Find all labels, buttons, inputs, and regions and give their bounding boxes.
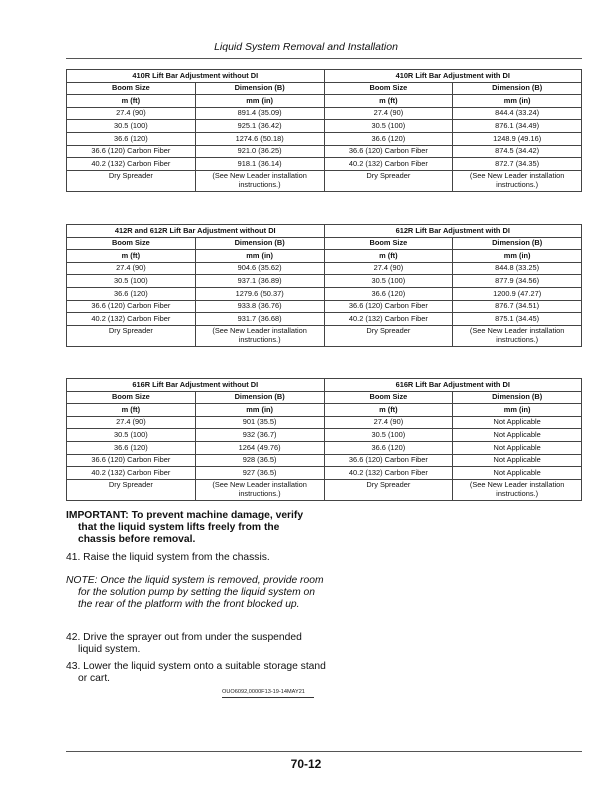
- table-cell: 36.6 (120): [324, 132, 453, 145]
- step-42: 42. Drive the sprayer out from under the suspended liquid system.: [66, 632, 302, 655]
- unit-boom: m (ft): [67, 95, 196, 108]
- table-cell: 891.4 (35.09): [195, 107, 324, 120]
- table-row: [67, 441, 582, 454]
- page-number: 70-12: [290, 757, 322, 771]
- table-row: [67, 467, 582, 480]
- unit-dimension: mm (in): [453, 404, 582, 417]
- table-cell: Not Applicable: [453, 416, 582, 429]
- table-cell: 36.6 (120) Carbon Fiber: [324, 145, 453, 158]
- table-cell: 40.2 (132) Carbon Fiber: [324, 467, 453, 480]
- table-cell: 40.2 (132) Carbon Fiber: [67, 158, 196, 171]
- table-cell: (See New Leader installation instructions.): [453, 479, 582, 500]
- table-cell: 921.0 (36.25): [195, 145, 324, 158]
- important-line: that the liquid system lifts freely from the: [78, 522, 280, 533]
- table-cell: 1274.6 (50.18): [195, 132, 324, 145]
- table-row: [67, 132, 582, 145]
- table-cell: 925.1 (36.42): [195, 120, 324, 133]
- table-cell: 30.5 (100): [67, 120, 196, 133]
- unit-dimension: mm (in): [453, 250, 582, 263]
- unit-dimension: mm (in): [195, 250, 324, 263]
- lift-bar-table-410r: [66, 69, 582, 192]
- table-cell: 927 (36.5): [195, 467, 324, 480]
- table-cell: 872.7 (34.35): [453, 158, 582, 171]
- table-cell: 36.6 (120): [67, 287, 196, 300]
- table-cell: Dry Spreader: [67, 325, 196, 346]
- table-cell: 30.5 (100): [67, 429, 196, 442]
- unit-boom: m (ft): [324, 404, 453, 417]
- unit-dimension: mm (in): [453, 95, 582, 108]
- table-cell: 931.7 (36.68): [195, 313, 324, 326]
- lift-bar-table-616r: [66, 378, 582, 501]
- column-header-boom-size: Boom Size: [67, 237, 196, 250]
- unit-boom: m (ft): [324, 95, 453, 108]
- table-cell: 30.5 (100): [324, 275, 453, 288]
- column-header-boom-size: Boom Size: [67, 82, 196, 95]
- table-cell: 877.9 (34.56): [453, 275, 582, 288]
- table-cell: Not Applicable: [453, 441, 582, 454]
- table-title-row: [67, 379, 582, 392]
- table-cell: 875.1 (34.45): [453, 313, 582, 326]
- unit-boom: m (ft): [67, 250, 196, 263]
- table-title-left: 616R Lift Bar Adjustment without DI: [67, 379, 325, 392]
- table-cell: 844.8 (33.25): [453, 262, 582, 275]
- table-cell: Dry Spreader: [324, 325, 453, 346]
- table-cell: 30.5 (100): [67, 275, 196, 288]
- table-cell: 933.8 (36.76): [195, 300, 324, 313]
- column-header-boom-size: Boom Size: [324, 82, 453, 95]
- column-header-dimension: Dimension (B): [453, 391, 582, 404]
- table-cell: 36.6 (120) Carbon Fiber: [67, 454, 196, 467]
- table-row: [67, 107, 582, 120]
- table-title-left: 410R Lift Bar Adjustment without DI: [67, 70, 325, 83]
- table-cell: (See New Leader installation instructions.): [195, 479, 324, 500]
- table-cell: 876.7 (34.51): [453, 300, 582, 313]
- table-cell: 30.5 (100): [324, 120, 453, 133]
- footer-divider: [66, 751, 582, 752]
- table-title-right: 616R Lift Bar Adjustment with DI: [324, 379, 582, 392]
- table-cell: (See New Leader installation instructions.): [195, 325, 324, 346]
- step-43: 43. Lower the liquid system onto a suitable storage stand or cart.: [66, 661, 326, 684]
- table-cell: 27.4 (90): [67, 262, 196, 275]
- table-units-row: [67, 250, 582, 263]
- unit-boom: m (ft): [67, 404, 196, 417]
- table-cell: 40.2 (132) Carbon Fiber: [324, 158, 453, 171]
- table-row: [67, 170, 582, 191]
- table-row: [67, 313, 582, 326]
- table-cell: 27.4 (90): [67, 107, 196, 120]
- table-row: [67, 454, 582, 467]
- table-cell: Dry Spreader: [67, 170, 196, 191]
- table-row: [67, 429, 582, 442]
- table-row: [67, 145, 582, 158]
- header-divider: [66, 58, 582, 59]
- table-cell: 40.2 (132) Carbon Fiber: [67, 313, 196, 326]
- table-row: [67, 287, 582, 300]
- table-row: [67, 158, 582, 171]
- table-title-left: 412R and 612R Lift Bar Adjustment without DI: [67, 225, 325, 238]
- table-cell: 928 (36.5): [195, 454, 324, 467]
- table-header-row: [67, 391, 582, 404]
- table-title-row: [67, 225, 582, 238]
- reference-underline: [222, 697, 314, 698]
- page-header-title: Liquid System Removal and Installation: [214, 41, 398, 53]
- table-cell: 36.6 (120): [324, 287, 453, 300]
- table-cell: (See New Leader installation instructions.): [453, 170, 582, 191]
- note-text: NOTE: Once the liquid system is removed, provide room for the solution pump by setting the liquid system on the rear of the platform with the front blocked up.: [66, 575, 324, 610]
- table-cell: 874.5 (34.42): [453, 145, 582, 158]
- table-cell: 36.6 (120) Carbon Fiber: [324, 300, 453, 313]
- lift-bar-table-412r-612r: [66, 224, 582, 347]
- table-cell: 36.6 (120) Carbon Fiber: [67, 145, 196, 158]
- table-cell: 27.4 (90): [67, 416, 196, 429]
- column-header-boom-size: Boom Size: [67, 391, 196, 404]
- table-cell: 27.4 (90): [324, 107, 453, 120]
- table-row: [67, 479, 582, 500]
- table-cell: 36.6 (120) Carbon Fiber: [67, 300, 196, 313]
- column-header-dimension: Dimension (B): [453, 237, 582, 250]
- table-cell: Dry Spreader: [324, 479, 453, 500]
- table-row: [67, 262, 582, 275]
- table-cell: 1200.9 (47.27): [453, 287, 582, 300]
- important-line: IMPORTANT: To prevent machine damage, verify: [66, 510, 304, 521]
- table-cell: 36.6 (120): [324, 441, 453, 454]
- table-cell: 1248.9 (49.16): [453, 132, 582, 145]
- table-header-row: [67, 237, 582, 250]
- table-title-right: 410R Lift Bar Adjustment with DI: [324, 70, 582, 83]
- unit-dimension: mm (in): [195, 95, 324, 108]
- table-cell: 844.4 (33.24): [453, 107, 582, 120]
- table-cell: 876.1 (34.49): [453, 120, 582, 133]
- unit-boom: m (ft): [324, 250, 453, 263]
- important-line: chassis before removal.: [78, 534, 196, 545]
- table-cell: 27.4 (90): [324, 416, 453, 429]
- table-cell: (See New Leader installation instructions.): [195, 170, 324, 191]
- table-cell: 918.1 (36.14): [195, 158, 324, 171]
- column-header-dimension: Dimension (B): [195, 391, 324, 404]
- table-units-row: [67, 404, 582, 417]
- table-cell: Not Applicable: [453, 467, 582, 480]
- table-title-right: 612R Lift Bar Adjustment with DI: [324, 225, 582, 238]
- table-row: [67, 275, 582, 288]
- table-cell: 901 (35.5): [195, 416, 324, 429]
- table-cell: 1264 (49.76): [195, 441, 324, 454]
- table-cell: Dry Spreader: [67, 479, 196, 500]
- table-cell: Not Applicable: [453, 454, 582, 467]
- table-header-row: [67, 82, 582, 95]
- important-notice: [66, 510, 316, 546]
- table-cell: 937.1 (36.89): [195, 275, 324, 288]
- table-cell: 36.6 (120) Carbon Fiber: [324, 454, 453, 467]
- table-cell: 36.6 (120): [67, 441, 196, 454]
- step-41: 41. Raise the liquid system from the chassis.: [66, 552, 270, 563]
- column-header-boom-size: Boom Size: [324, 237, 453, 250]
- table-cell: 30.5 (100): [324, 429, 453, 442]
- table-cell: 36.6 (120): [67, 132, 196, 145]
- column-header-dimension: Dimension (B): [195, 237, 324, 250]
- table-cell: 27.4 (90): [324, 262, 453, 275]
- table-row: [67, 120, 582, 133]
- column-header-dimension: Dimension (B): [195, 82, 324, 95]
- table-cell: 40.2 (132) Carbon Fiber: [324, 313, 453, 326]
- table-row: [67, 416, 582, 429]
- column-header-boom-size: Boom Size: [324, 391, 453, 404]
- table-cell: Not Applicable: [453, 429, 582, 442]
- table-title-row: [67, 70, 582, 83]
- table-cell: (See New Leader installation instructions.): [453, 325, 582, 346]
- table-cell: 1279.6 (50.37): [195, 287, 324, 300]
- table-row: [67, 325, 582, 346]
- reference-code: OUO6092,0000F13-19-14MAY21: [222, 689, 305, 695]
- table-cell: 40.2 (132) Carbon Fiber: [67, 467, 196, 480]
- table-cell: Dry Spreader: [324, 170, 453, 191]
- table-row: [67, 300, 582, 313]
- table-cell: 932 (36.7): [195, 429, 324, 442]
- table-cell: 904.6 (35.62): [195, 262, 324, 275]
- unit-dimension: mm (in): [195, 404, 324, 417]
- column-header-dimension: Dimension (B): [453, 82, 582, 95]
- table-units-row: [67, 95, 582, 108]
